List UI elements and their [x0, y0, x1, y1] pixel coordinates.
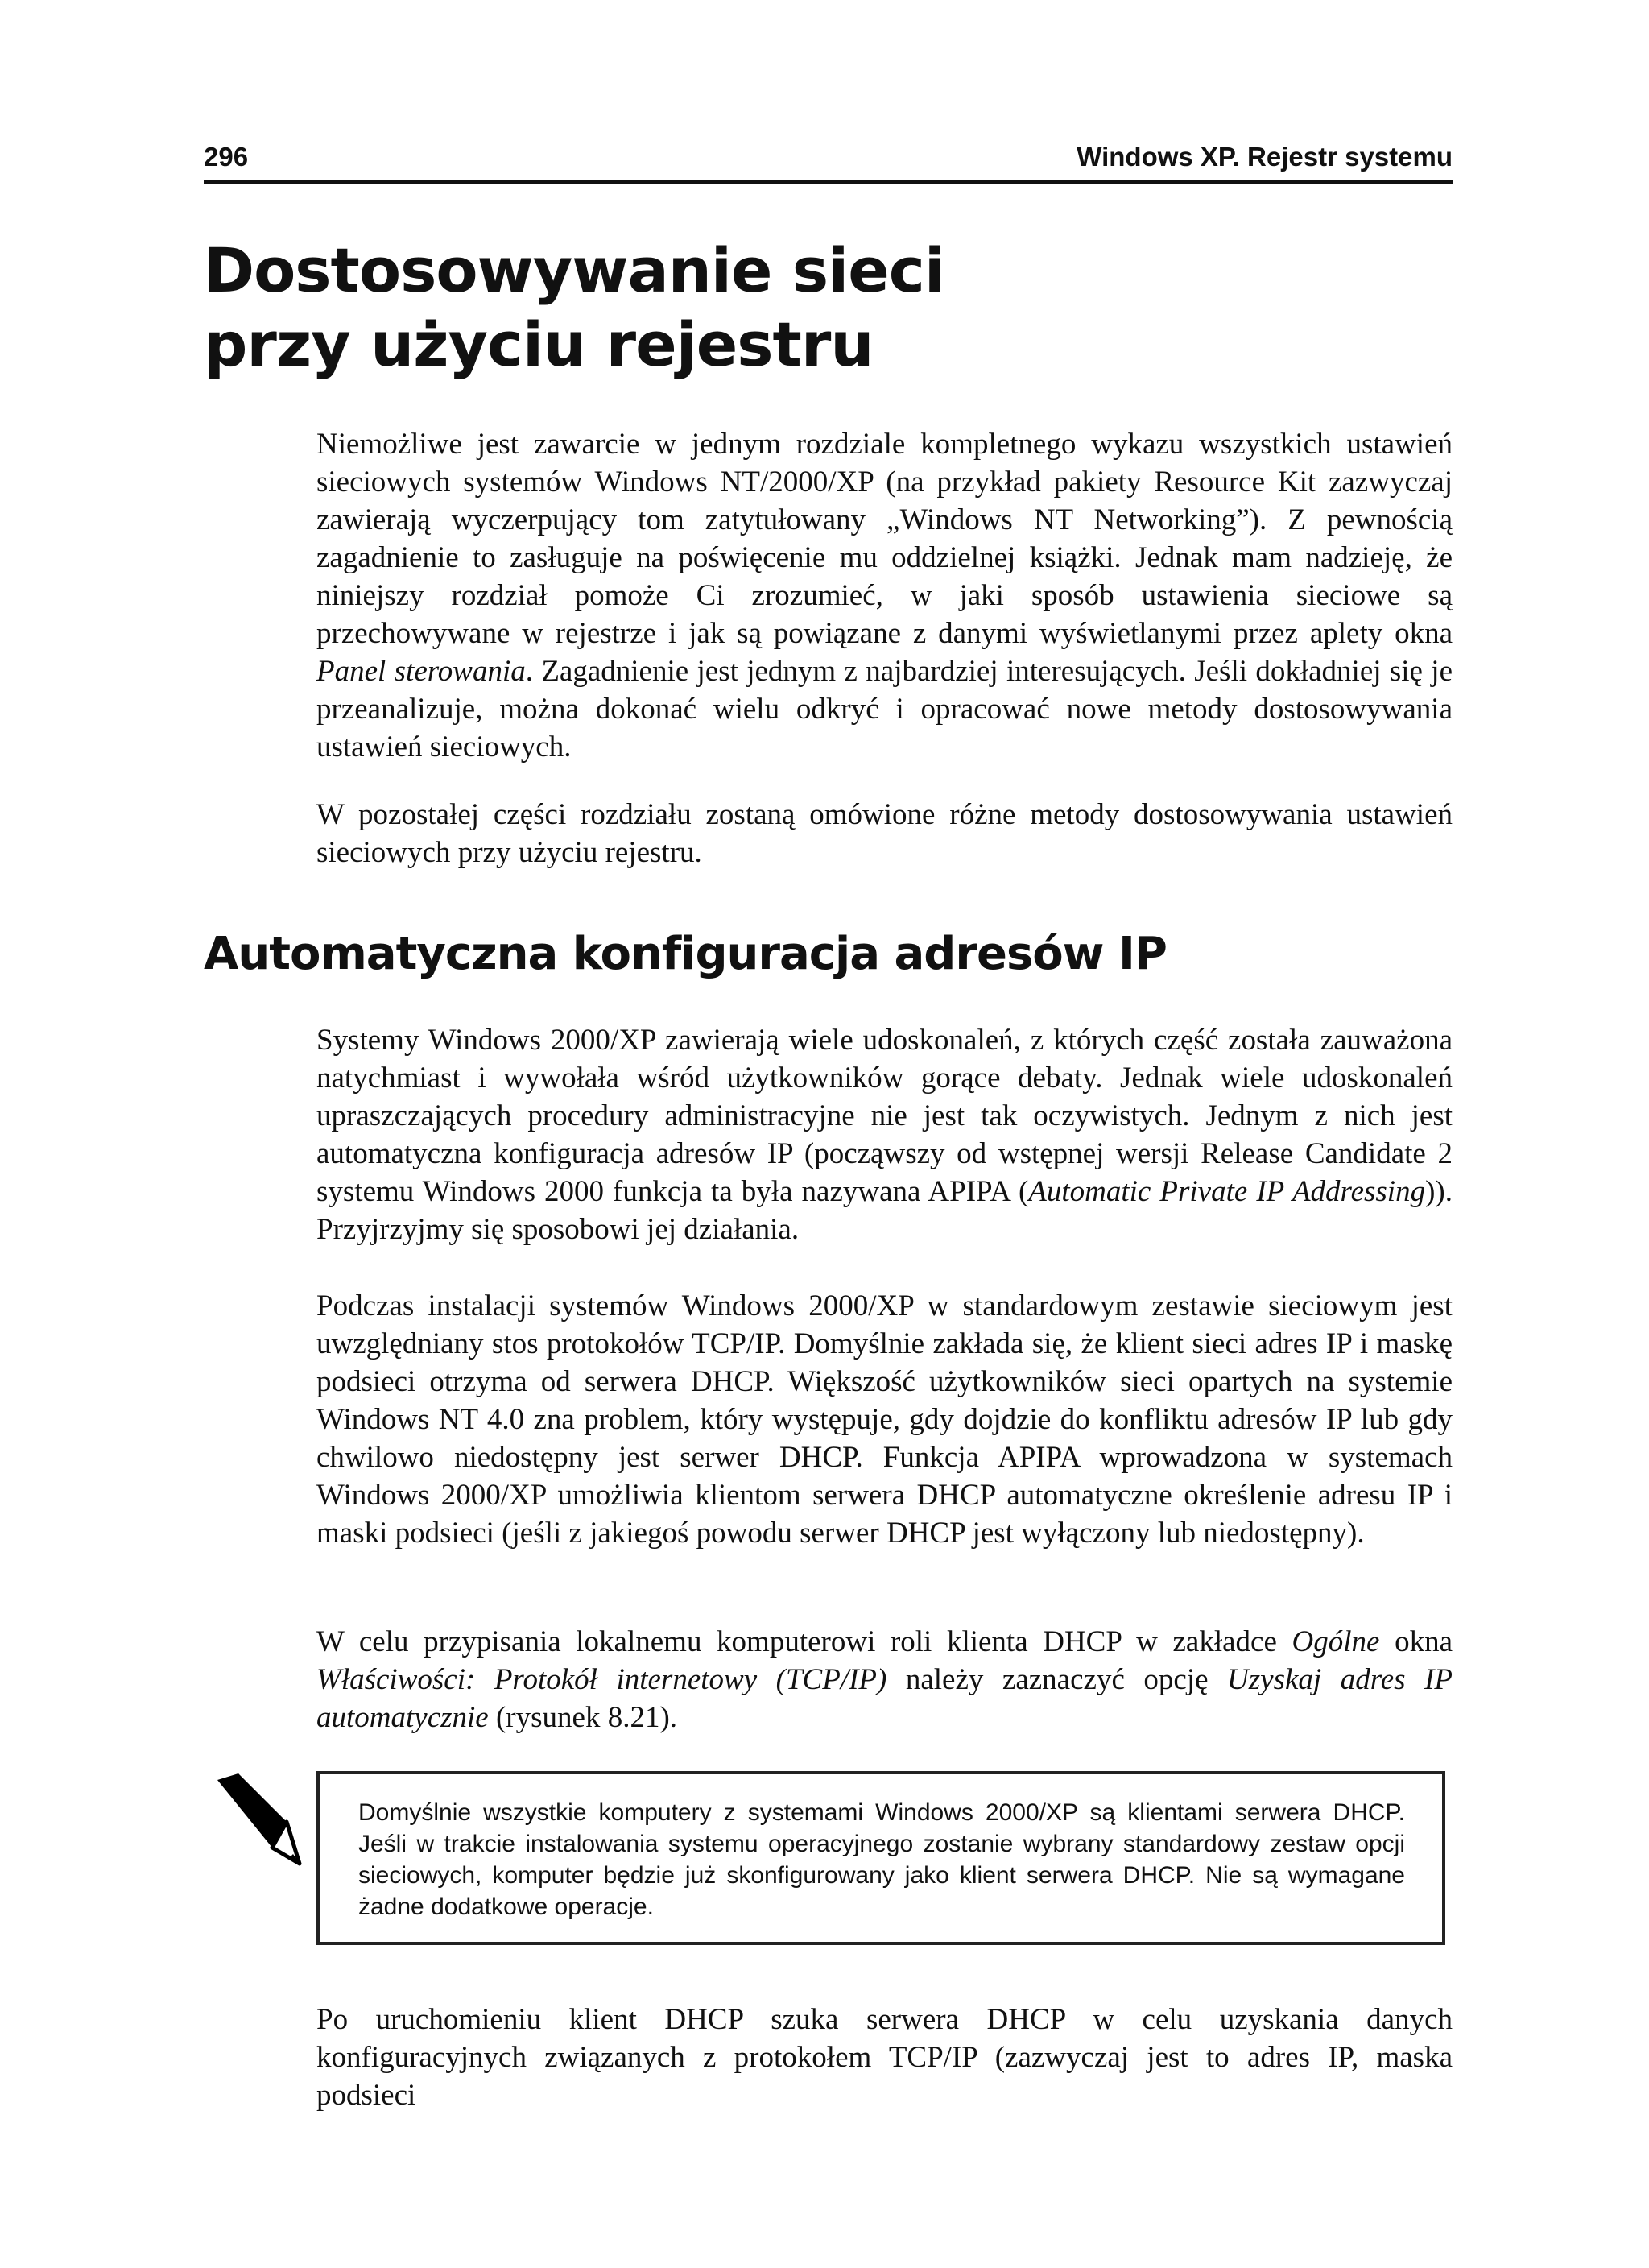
italic-term: Uzyskaj adres IP automatycznie	[316, 1663, 1453, 1734]
chapter-title-line-1: Dostosowywanie sieci	[204, 234, 944, 306]
pencil-icon	[206, 1772, 303, 1869]
body-paragraph-2: Podczas instalacji systemów Windows 2000/XP w standardowym zestawie sieciowym jest uwzględniany stos protokołów TCP/IP. Domyślnie zakłada się, że klient sieci adres IP i maskę podsieci otrzyma od serwera DHCP. Większość użytkowników sieci opartych na systemie Windows NT 4.0 zna problem, który występuje, gdy dojdzie do konfliktu adresów IP lub gdy chwilowo niedostępny jest serwer DHCP. Funkcja APIPA wprowadzona w systemach Windows 2000/XP umożliwia klientom serwera DHCP automatyczne określenie adresu IP i maski podsieci (jeśli z jakiegoś powodu serwer DHCP jest wyłączony lub niedostępny).	[316, 1289, 1453, 1550]
page-number: 296	[204, 142, 249, 172]
text-run: okna	[1379, 1625, 1453, 1658]
body-paragraph-4: Po uruchomieniu klient DHCP szuka serwera DHCP w celu uzyskania danych konfiguracyjnych związanych z protokołem TCP/IP (zazwyczaj jest to adres IP, maska podsieci	[316, 2003, 1453, 2112]
chapter-title	[204, 234, 1331, 382]
note-box	[316, 1771, 1445, 1945]
note-text: Domyślnie wszystkie komputery z systemami Windows 2000/XP są klientami serwera DHCP. Jeśli w trakcie instalowania systemu operacyjnego zostanie wybrany standardowy zestaw opcji sieciowych, komputer będzie już skonfigurowany jako klient serwera DHCP. Nie są wymagane żadne dodatkowe operacje.	[358, 1799, 1405, 1920]
text-run: Niemożliwe jest zawarcie w jednym rozdziale kompletnego wykazu wszystkich ustawień sieciowych systemów Windows NT/2000/XP (na przykład pakiety Resource Kit zazwyczaj zawierają wyczerpujący tom zatytułowany „Windows NT Networking”). Z pewnością zagadnienie to zasługuje na poświęcenie mu oddzielnej książki. Jednak mam nadzieję, że niniejszy rozdział pomoże Ci zrozumieć, w jaki sposób ustawienia sieciowe są przechowywane w rejestrze i jak są powiązane z danymi wyświetlanymi przez aplety okna	[316, 428, 1453, 650]
intro-paragraph-1	[316, 425, 1453, 766]
italic-term: Automatic Private IP Addressing	[1028, 1175, 1426, 1208]
intro-paragraph-2: W pozostałej części rozdziału zostaną omówione różne metody dostosowywania ustawień sieciowych przy użyciu rejestru.	[316, 798, 1453, 869]
pencil-icon-graphic	[206, 1772, 303, 1869]
page-header	[204, 142, 1453, 184]
chapter-title-line-2: przy użyciu rejestru	[204, 308, 874, 380]
body-paragraph-1	[316, 1021, 1453, 1248]
section-title: Automatyczna konfiguracja adresów IP	[204, 928, 1167, 980]
text-run: W celu przypisania lokalnemu komputerowi roli klienta DHCP w zakładce	[316, 1625, 1292, 1658]
text-run: . Zagadnienie jest jednym z najbardziej interesujących. Jeśli dokładniej się je przeanalizuje, można dokonać wielu odkryć i opracować nowe metody dostosowywania ustawień sieciowych.	[316, 655, 1453, 764]
text-run: należy zaznaczyć opcję	[886, 1663, 1228, 1696]
text-run: )). Przyjrzyjmy się sposobowi jej działania.	[316, 1175, 1453, 1246]
text-run: Systemy Windows 2000/XP zawierają wiele udoskonaleń, z których część została zauważona natychmiast i wywołała wśród użytkowników gorące debaty. Jednak wiele udoskonaleń upraszczających procedury administracyjne nie jest tak oczywistych. Jednym z nich jest automatyczna konfiguracja adresów IP (począwszy od wstępnej wersji Release Candidate 2 systemu Windows 2000 funkcja ta była nazywana APIPA (	[316, 1024, 1453, 1208]
italic-term: Panel sterowania	[316, 655, 526, 688]
body-paragraph-3	[316, 1623, 1453, 1736]
text-run: (rysunek 8.21).	[488, 1701, 678, 1734]
italic-term: Ogólne	[1292, 1625, 1380, 1658]
italic-term: Właściwości: Protokół internetowy (TCP/IP)	[316, 1663, 887, 1696]
running-title: Windows XP. Rejestr systemu	[1077, 142, 1453, 172]
